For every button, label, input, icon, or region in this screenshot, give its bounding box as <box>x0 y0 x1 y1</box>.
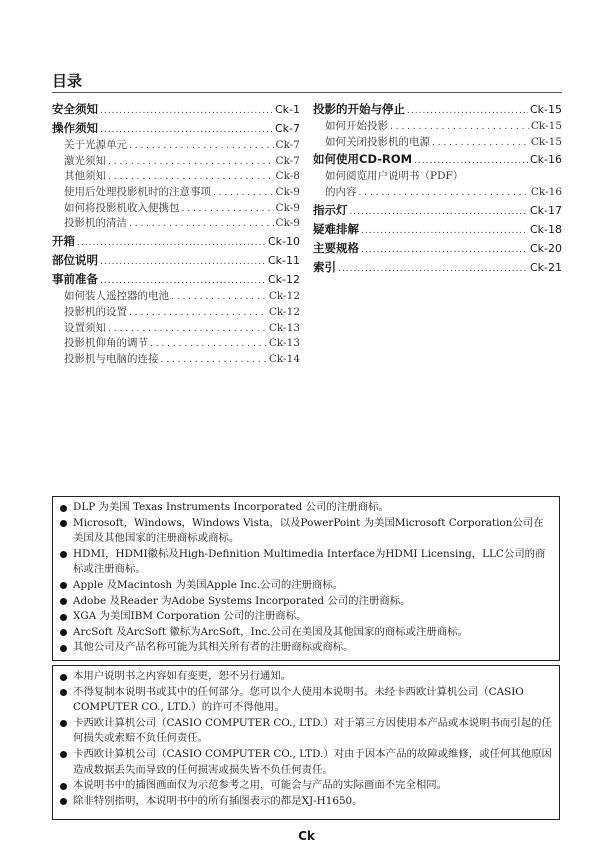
toc-section-entry[interactable] <box>52 251 300 270</box>
toc-entry-page: Ck-12 <box>268 305 300 318</box>
toc-subsection-entry[interactable] <box>313 185 562 201</box>
toc-entry-label: 开箱 <box>52 234 75 249</box>
toc-entry-page: Ck-9 <box>275 201 300 214</box>
toc-dot-leader <box>350 203 528 220</box>
toc-entry-page: Ck-21 <box>529 260 562 274</box>
toc-entry-label: 投影的开始与停止 <box>313 102 405 116</box>
toc-right-column <box>313 100 562 277</box>
toc-subsection-entry[interactable] <box>52 201 300 217</box>
toc-entry-label: 使用后处理投影机时的注意事项 <box>64 186 211 199</box>
toc-dot-leader <box>100 102 273 119</box>
toc-subsection-entry[interactable] <box>52 289 300 305</box>
page-title: 目录 <box>52 72 83 90</box>
toc-subsection-entry[interactable] <box>52 185 300 201</box>
toc-entry-page: Ck-15 <box>530 120 562 132</box>
toc-entry-label: 部位说明 <box>52 253 98 268</box>
toc-entry-page: Ck-15 <box>530 135 562 148</box>
toc-entry-page: Ck-13 <box>268 337 300 350</box>
toc-subsection-entry[interactable] <box>52 352 300 368</box>
toc-entry-page: Ck-11 <box>267 254 300 268</box>
toc-dot-leader <box>359 186 529 201</box>
notice-bullet-item: ArcSoft 及ArcSoft 徽标为ArcSoft，Inc.公司在美国及其他国家的商标或注册商标。 <box>59 625 553 641</box>
notice-bullet-item: Apple 及Macintosh 为美国Apple Inc.公司的注册商标。 <box>59 578 553 594</box>
toc-dot-leader <box>161 353 267 368</box>
toc-entry-label: 投影机仰角的调节 <box>64 337 148 350</box>
notice-bullet-item: 本用户说明书之内容如有变更，恕不另行通知。 <box>59 669 553 685</box>
toc-dot-leader <box>171 290 267 305</box>
toc-entry-label: 索引 <box>313 259 336 274</box>
toc-dot-leader <box>108 170 274 185</box>
toc-entry-label: 如何关闭投影机的电源 <box>325 135 430 148</box>
toc-entry-page: Ck-7 <box>274 122 300 135</box>
toc-dot-leader <box>77 234 266 251</box>
toc-dot-leader <box>100 253 266 270</box>
toc-dot-leader <box>182 202 274 217</box>
toc-entry-page: Ck-13 <box>268 321 300 334</box>
toc-section-entry[interactable] <box>52 100 300 119</box>
toc-entry-label: 激光须知 <box>64 154 106 167</box>
toc-entry-page: Ck-14 <box>268 352 300 365</box>
toc-subsection-entry[interactable] <box>52 216 300 232</box>
toc-entry-label: 安全须知 <box>52 102 98 116</box>
toc-dot-leader <box>213 186 274 201</box>
toc-entry-page: Ck-1 <box>274 103 300 116</box>
toc-subsection-entry[interactable] <box>52 169 300 185</box>
toc-entry-page: Ck-15 <box>529 103 562 116</box>
toc-entry-label: 投影机的清洁 <box>64 217 127 230</box>
toc-dot-leader <box>100 272 266 289</box>
toc-dot-leader <box>414 152 528 169</box>
toc-subsection-entry[interactable] <box>313 135 562 151</box>
toc-dot-leader <box>407 102 528 119</box>
toc-subsection-entry[interactable] <box>52 305 300 321</box>
toc-entry-label: 投影机与电脑的连接 <box>64 352 159 365</box>
toc-dot-leader <box>338 260 528 277</box>
toc-dot-leader <box>390 120 529 135</box>
notice-bullet-item: 本说明书中的插图画面仅为示范参考之用，可能会与产品的实际画面不完全相同。 <box>59 778 553 794</box>
toc-entry-page: Ck-7 <box>275 154 300 167</box>
toc-left-column <box>52 100 300 368</box>
notice-bullet-item: XGA 为美国IBM Corporation 公司的注册商标。 <box>59 609 553 625</box>
toc-section-entry[interactable] <box>313 258 562 277</box>
notice-bullet-item: 除非特别指明，本说明书中的所有插图表示的都是XJ-H1650。 <box>59 794 553 810</box>
toc-entry-page: Ck-16 <box>529 153 562 167</box>
toc-entry-page: Ck-17 <box>529 203 562 217</box>
notice-bullet-item: Microsoft，Windows，Windows Vista，以及PowerPoint 为美国Microsoft Corporation公司在美国及其他国家的注册商标或商标。 <box>59 516 553 547</box>
toc-section-entry[interactable] <box>313 201 562 220</box>
title-divider <box>52 92 562 93</box>
toc-section-entry[interactable] <box>52 270 300 289</box>
page-footer: Ck <box>298 829 315 843</box>
toc-section-entry[interactable] <box>52 119 300 138</box>
toc-dot-leader <box>129 139 274 154</box>
notice-bullet-item: 其他公司及产品名称可能为其相关所有者的注册商标或商标。 <box>59 640 553 656</box>
toc-entry-label: 其他须知 <box>64 170 106 183</box>
trademark-notice-box <box>52 496 560 661</box>
toc-subsection-entry[interactable] <box>313 169 562 185</box>
toc-entry-label: 投影机的设置 <box>64 305 127 318</box>
toc-section-entry[interactable] <box>313 220 562 239</box>
toc-entry-label: 指示灯 <box>313 202 348 217</box>
notice-bullet-item: 不得复制本说明书或其中的任何部分。您可以个人使用本说明书。未经卡西欧计算机公司（CASIO COMPUTER CO., LTD.）的许可不得他用。 <box>59 685 553 716</box>
toc-entry-page: Ck-8 <box>275 170 300 183</box>
toc-subsection-entry[interactable] <box>52 336 300 352</box>
toc-entry-label: 如何装人遥控器的电池 <box>64 290 169 303</box>
notice-bullet-item: 卡西欧计算机公司（CASIO COMPUTER CO., LTD.）对于第三方因使用本产品或本说明书而引起的任何损失或索赔不负任何责任。 <box>59 716 553 747</box>
toc-section-entry[interactable] <box>313 100 562 119</box>
toc-entry-page: Ck-18 <box>529 222 562 236</box>
disclaimer-notice-box <box>52 665 560 820</box>
toc-section-entry[interactable] <box>52 232 300 251</box>
notice-bullet-item: HDMI，HDMI徽标及High-Definition Multimedia Interface为HDMI Licensing，LLC公司的商标或注册商标。 <box>59 547 553 578</box>
toc-entry-page: Ck-9 <box>275 217 300 230</box>
toc-entry-label: 如何使用CD-ROM <box>313 152 413 167</box>
toc-dot-leader <box>361 222 528 239</box>
toc-entry-label: 主要规格 <box>313 240 359 255</box>
toc-subsection-entry[interactable] <box>313 119 562 135</box>
toc-entry-page: Ck-10 <box>267 235 300 249</box>
toc-section-entry[interactable] <box>313 150 562 169</box>
toc-entry-page: Ck-12 <box>268 290 300 303</box>
notice-bullet-item: 卡西欧计算机公司（CASIO COMPUTER CO., LTD.）对由于因本产品的故障或维修，或任何其他原因造成数据丢失而导致的任何损害或损失皆不负任何责任。 <box>59 747 553 778</box>
toc-entry-label: 如何开始投影 <box>325 120 388 132</box>
toc-entry-label: 关于光源单元 <box>64 139 127 151</box>
toc-entry-label: 设置须知 <box>64 321 106 334</box>
notice-bullet-item: Adobe 及Reader 为Adobe Systems Incorporated 公司的注册商标。 <box>59 594 553 610</box>
toc-dot-leader <box>129 217 274 232</box>
toc-entry-label: 事前准备 <box>52 272 98 287</box>
notice-bullet-item: DLP 为美国 Texas Instruments Incorporated 公司的注册商标。 <box>59 500 553 516</box>
toc-entry-page: Ck-7 <box>275 139 300 151</box>
toc-entry-page: Ck-16 <box>530 186 562 199</box>
toc-subsection-entry[interactable] <box>52 154 300 170</box>
toc-subsection-entry[interactable] <box>52 138 300 154</box>
toc-entry-label: 如何将投影机收入便携包 <box>64 201 180 214</box>
toc-dot-leader <box>100 121 273 138</box>
toc-dot-leader <box>432 136 529 151</box>
toc-dot-leader <box>361 241 528 258</box>
toc-dot-leader <box>108 322 267 337</box>
toc-dot-leader <box>129 306 267 321</box>
toc-subsection-entry[interactable] <box>52 321 300 337</box>
toc-entry-page: Ck-9 <box>275 186 300 199</box>
toc-entry-page: Ck-12 <box>267 273 300 287</box>
toc-entry-label: 的内容 <box>325 186 357 199</box>
toc-dot-leader <box>108 155 274 170</box>
toc-dot-leader <box>150 337 267 352</box>
toc-section-entry[interactable] <box>313 239 562 258</box>
toc-entry-label: 疑难排解 <box>313 221 359 236</box>
toc-entry-label: 操作须知 <box>52 121 98 135</box>
toc-entry-page: Ck-20 <box>529 241 562 255</box>
toc-entry-label: 如何阅览用户说明书（PDF） <box>325 170 464 183</box>
